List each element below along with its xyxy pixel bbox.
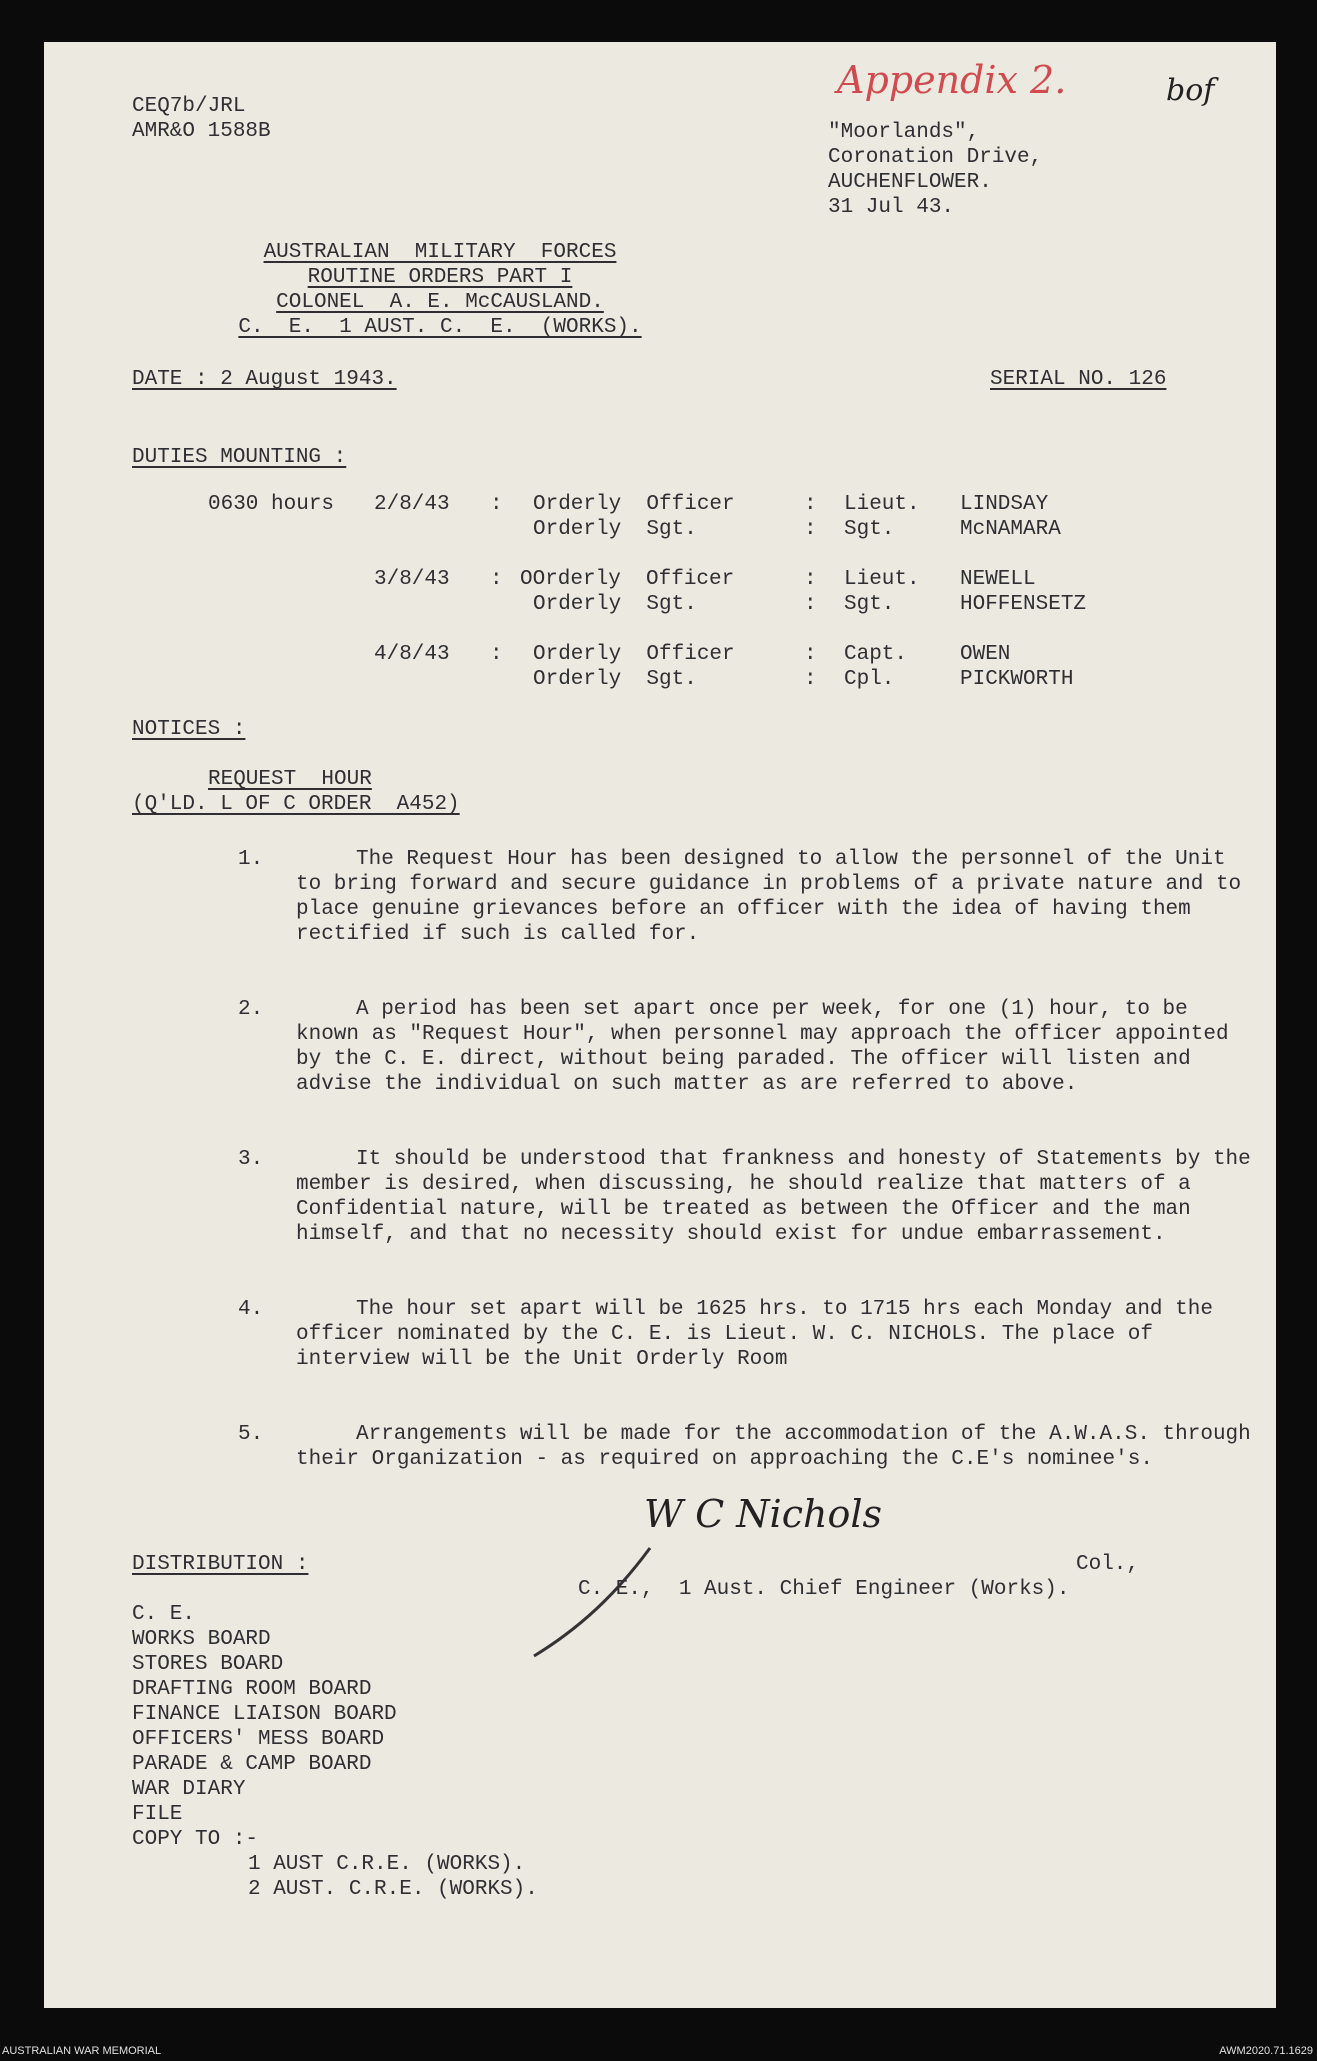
duty-name: LINDSAY	[960, 493, 1049, 516]
duty-rank: Sgt.	[844, 518, 895, 541]
duty-rank: Capt.	[844, 643, 908, 666]
list-item: FINANCE LIAISON BOARD	[132, 1703, 397, 1726]
heading-line-4: C. E. 1 AUST. C. E. (WORKS).	[238, 316, 642, 339]
notices-subtitle: REQUEST HOUR	[208, 768, 372, 791]
handwritten-initials: bof	[1166, 73, 1215, 108]
duty-name: OWEN	[960, 643, 1011, 666]
duty-role: Orderly Sgt.	[533, 518, 697, 541]
signature-stroke	[530, 1542, 690, 1662]
duty-rank: Cpl.	[844, 668, 895, 691]
list-item: DRAFTING ROOM BOARD	[132, 1678, 372, 1701]
duties-title: DUTIES MOUNTING :	[132, 446, 347, 469]
heading-line-3: COLONEL A. E. McCAUSLAND.	[276, 291, 604, 314]
list-item: COPY TO :-	[132, 1828, 259, 1851]
paragraph-number: 1.	[238, 848, 264, 871]
serial-number: SERIAL NO. 126	[990, 368, 1167, 391]
notices-title: NOTICES :	[132, 718, 246, 741]
address-line-1: "Moorlands",	[828, 121, 980, 144]
duty-role: Orderly Sgt.	[533, 668, 697, 691]
duty-role: Orderly Officer	[533, 643, 735, 666]
footer-accession-number: AWM2020.71.1629	[1219, 2045, 1313, 2057]
reference-line-2: AMR&O 1588B	[132, 120, 271, 143]
list-item: STORES BOARD	[132, 1653, 284, 1676]
paragraph-text: The Request Hour has been designed to allow the personnel of the Unit to bring forward and secure guidance in problems of a private nature and to place genuine grievances before an officer with the idea of having them rectified if such is called for.	[296, 848, 1242, 946]
heading-line-2: ROUTINE ORDERS PART I	[307, 266, 573, 289]
heading-line-1: AUSTRALIAN MILITARY FORCES	[263, 241, 617, 264]
duty-name: McNAMARA	[960, 518, 1061, 541]
duty-rank: Lieut.	[844, 568, 920, 591]
duty-date: 4/8/43	[374, 643, 450, 666]
address-line-2: Coronation Drive,	[828, 146, 1043, 169]
appendix-annotation: Appendix 2.	[837, 58, 1067, 102]
footer-institution: AUSTRALIAN WAR MEMORIAL	[2, 2045, 162, 2057]
list-item: PARADE & CAMP BOARD	[132, 1753, 372, 1776]
duty-time: 0630 hours	[208, 493, 335, 516]
signatory-title: C. E., 1 Aust. Chief Engineer (Works).	[578, 1578, 1070, 1601]
signatory-rank: Col.,	[1076, 1553, 1140, 1576]
copy-item: 1 AUST C.R.E. (WORKS).	[248, 1853, 526, 1876]
address-line-4: 31 Jul 43.	[828, 196, 955, 219]
document-page: CEQ7b/JRL AMR&O 1588B Appendix 2. bof "Moorlands", Coronation Drive, AUCHENFLOWER. 31 Jul 43. AUSTRALIAN MILITARY FORCES ROUTINE ORDERS PART I COLONEL A. E. McCAUSLAND. C. E. 1 AUST. C. E. (WORKS). DATE : 2 August 1943. SERIAL NO. 126 DUTIES MOUNTING : 0630 hours 2/8/43 : Orderly Officer : Lieut. LINDSAY Orderly Sgt. : Sgt. McNAMARA 3/8/43 : OOrderly Officer : Lieut. NEWELL Orderly Sgt. : Sgt. HOFFENSETZ 4/8/43 : Orderly Officer : Capt. OWEN Orderly Sgt. : Cpl. PICKWORTH NOTICES : REQUEST HOUR (Q'LD. L OF C ORDER A452) 1. The Request Hour has been designed to allow the personnel of the Unit to bring forward and secure guidance in problems of a private nature and to place genuine grievances before an officer with the idea of having them rectified if such is called for. 2. A period has been set apart once per week, for one (1) hour, to be known as "Request Hour", when personnel may approach the officer appointed by the C. E. direct, without being paraded. The officer will listen and advise the individual on such matter as are referred to above. 3. It should be understood that frankness and honesty of Statements by the member is desired, when discussing, he should realize that matters of a Confidential nature, will be treated as between the Officer and the man himself, and that no necessity should exist for undue embarrassement. 4. The hour set apart will be 1625 hrs. to 1715 hrs each Monday and the officer nominated by the C. E. is Lieut. W. C. NICHOLS. The place of interview will be the Unit Orderly Room 5. Arrangements will be made for the accommodation of the A.W.A.S. through their Organization - as required on approaching the C.E's nominee's. W C Nichols Col., C. E., 1 Aust. Chief Engineer (Works). DISTRIBUTION : C. E. WORKS BOARD STORES BOARD DRAFTING ROOM BOARD FINANCE LIAISON BOARD OFFICERS' MESS BOARD PARADE & CAMP BOARD WAR DIARY FILE COPY TO :- 1 AUST C.R.E. (WORKS). 2 AUST. C.R.E. (WORKS).	[44, 42, 1276, 2008]
paragraph-number: 5.	[238, 1423, 264, 1446]
copy-item: 2 AUST. C.R.E. (WORKS).	[248, 1878, 538, 1901]
distribution-title: DISTRIBUTION :	[132, 1553, 309, 1576]
duty-date: 3/8/43	[374, 568, 450, 591]
paragraph-number: 4.	[238, 1298, 264, 1321]
reference-line-1: CEQ7b/JRL	[132, 95, 246, 118]
paragraph-text: Arrangements will be made for the accommodation of the A.W.A.S. through their Organization - as required on approaching the C.E's nominee's.	[296, 1423, 1251, 1471]
list-item: OFFICERS' MESS BOARD	[132, 1728, 385, 1751]
duty-rank: Sgt.	[844, 593, 895, 616]
duty-role: Orderly Officer	[533, 493, 735, 516]
duty-role: Orderly Sgt.	[533, 593, 697, 616]
address-line-3: AUCHENFLOWER.	[828, 171, 992, 194]
list-item: WORKS BOARD	[132, 1628, 271, 1651]
duty-date: 2/8/43	[374, 493, 450, 516]
duty-role: OOrderly Officer	[520, 568, 735, 591]
paragraph-text: A period has been set apart once per week, for one (1) hour, to be known as "Request Hour", when personnel may approach the officer appointed by the C. E. direct, without being paraded. The officer will listen and advise the individual on such matter as are referred to above.	[296, 998, 1229, 1096]
paragraph-number: 2.	[238, 998, 264, 1021]
paragraph-number: 3.	[238, 1148, 264, 1171]
list-item: FILE	[132, 1803, 183, 1826]
duty-rank: Lieut.	[844, 493, 920, 516]
duty-name: PICKWORTH	[960, 668, 1074, 691]
list-item: WAR DIARY	[132, 1778, 246, 1801]
signature-mark: W C Nichols	[644, 1492, 882, 1536]
duty-name: HOFFENSETZ	[960, 593, 1087, 616]
paragraph-text: It should be understood that frankness and honesty of Statements by the member is desired, when discussing, he should realize that matters of a Confidential nature, will be treated as between the Officer and the man himself, and that no necessity should exist for undue embarrassement.	[296, 1148, 1251, 1246]
date-line: DATE : 2 August 1943.	[132, 368, 397, 391]
duty-name: NEWELL	[960, 568, 1036, 591]
paragraph-text: The hour set apart will be 1625 hrs. to 1715 hrs each Monday and the officer nominated by the C. E. is Lieut. W. C. NICHOLS. The place of interview will be the Unit Orderly Room	[296, 1298, 1213, 1371]
notices-order-ref: (Q'LD. L OF C ORDER A452)	[132, 793, 460, 816]
list-item: C. E.	[132, 1603, 196, 1626]
